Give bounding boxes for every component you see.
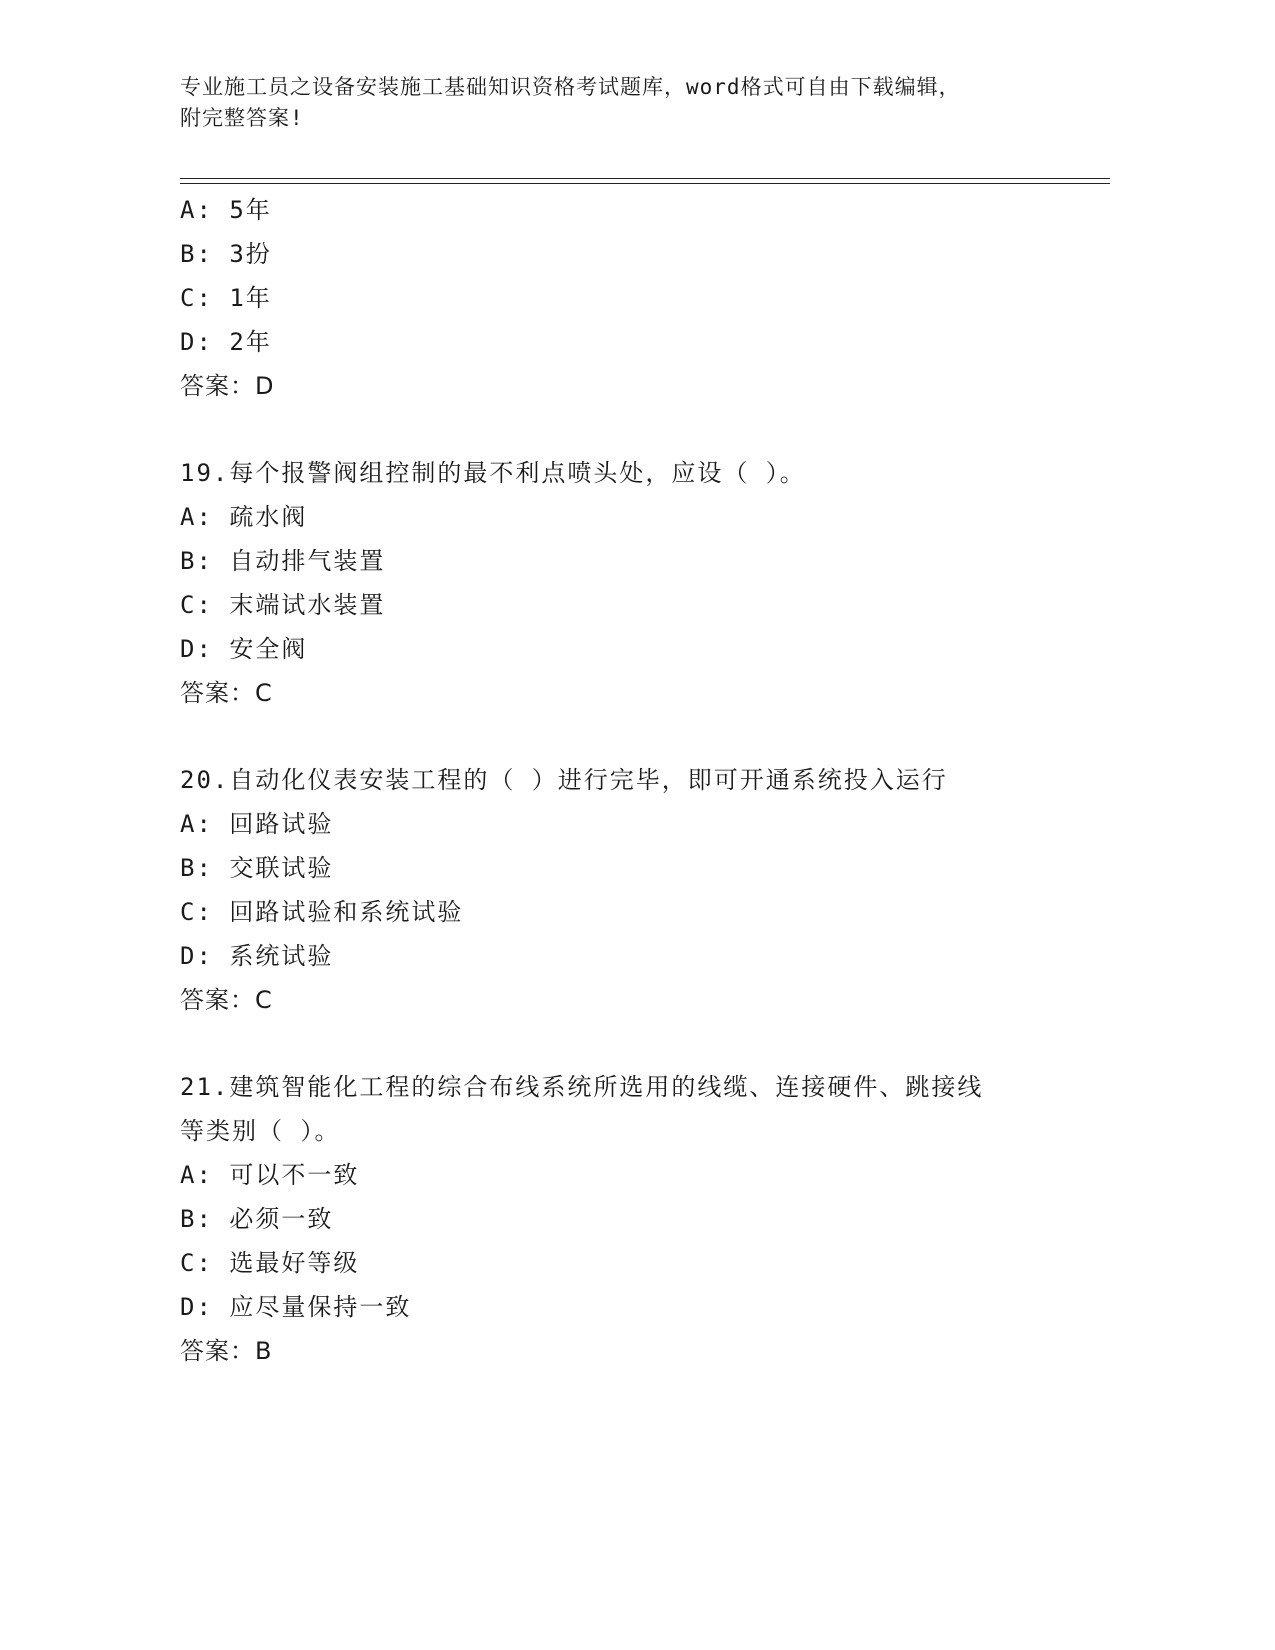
header-line-2: 附完整答案! bbox=[180, 106, 304, 130]
option-a: A: 5年 bbox=[180, 196, 272, 224]
question-20 bbox=[180, 758, 1110, 1022]
option-c: C: 选最好等级 bbox=[180, 1249, 360, 1277]
option-a: A: 疏水阀 bbox=[180, 503, 308, 531]
answer-line: 答案：B bbox=[180, 1337, 273, 1365]
spacer bbox=[180, 715, 1110, 758]
header-divider bbox=[180, 178, 1110, 184]
question-text-line-1: 21.建筑智能化工程的综合布线系统所选用的线缆、连接硬件、跳接线 bbox=[180, 1073, 984, 1101]
option-b: B: 3扮 bbox=[180, 240, 272, 268]
option-d: D: 2年 bbox=[180, 328, 272, 356]
option-d: D: 应尽量保持一致 bbox=[180, 1293, 412, 1321]
option-c: C: 1年 bbox=[180, 284, 272, 312]
question-21 bbox=[180, 1065, 1110, 1373]
answer-line: 答案：C bbox=[180, 986, 273, 1014]
option-d: D: 安全阀 bbox=[180, 635, 308, 663]
question-text-line-2: 等类别（ ）。 bbox=[180, 1117, 341, 1145]
question-19 bbox=[180, 451, 1110, 715]
answer-line: 答案：D bbox=[180, 372, 275, 400]
option-b: B: 自动排气装置 bbox=[180, 547, 386, 575]
option-d: D: 系统试验 bbox=[180, 942, 334, 970]
document-header bbox=[180, 72, 1040, 134]
option-b: B: 交联试验 bbox=[180, 854, 334, 882]
option-a: A: 回路试验 bbox=[180, 810, 334, 838]
question-text: 20.自动化仪表安装工程的（ ）进行完毕，即可开通系统投入运行 bbox=[180, 766, 948, 794]
option-c: C: 末端试水装置 bbox=[180, 591, 386, 619]
question-list bbox=[180, 188, 1110, 1373]
option-a: A: 可以不一致 bbox=[180, 1161, 360, 1189]
answer-line: 答案：C bbox=[180, 679, 273, 707]
spacer bbox=[180, 408, 1110, 451]
header-line-1: 专业施工员之设备安装施工基础知识资格考试题库，word格式可自由下载编辑， bbox=[180, 75, 961, 99]
option-c: C: 回路试验和系统试验 bbox=[180, 898, 464, 926]
question-18-fragment bbox=[180, 188, 1110, 408]
option-b: B: 必须一致 bbox=[180, 1205, 334, 1233]
spacer bbox=[180, 1022, 1110, 1065]
question-text: 19.每个报警阀组控制的最不利点喷头处，应设（ ）。 bbox=[180, 459, 806, 487]
